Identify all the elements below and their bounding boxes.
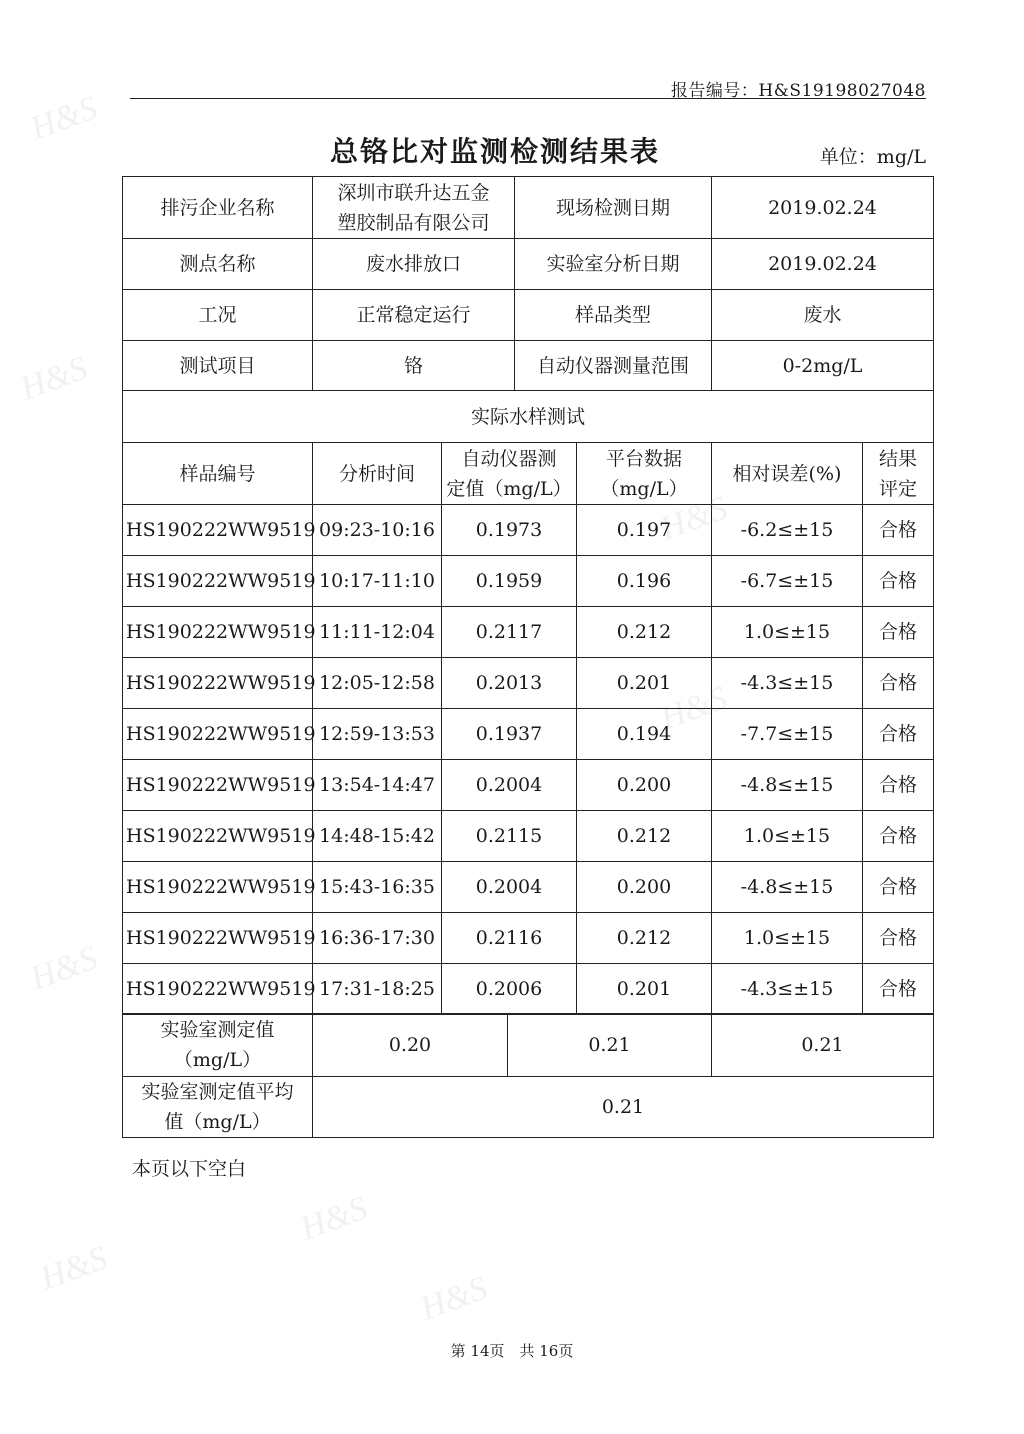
page-title: 总铬比对监测检测结果表 xyxy=(329,135,660,168)
test-item-value: 铬 xyxy=(313,341,515,391)
cell-auto-value: 0.2006 xyxy=(442,964,577,1015)
watermark: H&S xyxy=(25,939,103,998)
table-row xyxy=(123,505,934,556)
range-label: 自动仪器测量范围 xyxy=(515,341,712,391)
cell-rel-error: -4.3≤±15 xyxy=(712,658,863,709)
cell-rel-error: -6.7≤±15 xyxy=(712,556,863,607)
cell-auto-value: 0.2013 xyxy=(442,658,577,709)
sample-type-label: 样品类型 xyxy=(515,290,712,341)
lab-value-label-line2: （mg/L） xyxy=(173,1049,262,1071)
cell-sample-no: HS190222WW9519 xyxy=(123,556,313,607)
condition-label: 工况 xyxy=(123,290,313,341)
cell-result: 合格 xyxy=(863,658,934,709)
cell-sample-no: HS190222WW9519 xyxy=(123,862,313,913)
cell-time: 11:11-12:04 xyxy=(313,607,442,658)
unit-label: 单位：mg/L xyxy=(819,146,926,168)
enterprise-value-line2: 塑胶制品有限公司 xyxy=(337,211,490,234)
cell-result: 合格 xyxy=(863,505,934,556)
cell-auto-value: 0.2116 xyxy=(442,913,577,964)
sample-type-value: 废水 xyxy=(712,290,934,341)
range-value: 0-2mg/L xyxy=(712,341,934,391)
cell-sample-no: HS190222WW9519 xyxy=(123,607,313,658)
cell-time: 10:17-11:10 xyxy=(313,556,442,607)
cell-rel-error: 1.0≤±15 xyxy=(712,811,863,862)
field-date-label: 现场检测日期 xyxy=(515,177,712,239)
cell-time: 17:31-18:25 xyxy=(313,964,442,1015)
page-number: 第 14页 共 16页 xyxy=(450,1342,574,1360)
cell-result: 合格 xyxy=(863,607,934,658)
cell-rel-error: -4.3≤±15 xyxy=(712,964,863,1015)
lab-value-2: 0.21 xyxy=(508,1014,712,1077)
report-number: 报告编号：H&S19198027048 xyxy=(670,81,926,101)
lab-date-label: 实验室分析日期 xyxy=(515,239,712,290)
cell-result: 合格 xyxy=(863,913,934,964)
col-platform-line2: （mg/L） xyxy=(600,477,688,500)
cell-platform: 0.212 xyxy=(577,811,712,862)
lab-avg-label-line2: 值（mg/L） xyxy=(164,1111,271,1133)
header-rule xyxy=(130,98,926,99)
enterprise-label: 排污企业名称 xyxy=(123,177,313,239)
cell-result: 合格 xyxy=(863,964,934,1015)
lab-value-3: 0.21 xyxy=(712,1014,934,1077)
cell-time: 16:36-17:30 xyxy=(313,913,442,964)
cell-time: 12:05-12:58 xyxy=(313,658,442,709)
table-row xyxy=(123,913,934,964)
col-platform xyxy=(577,443,712,505)
watermark: H&S xyxy=(15,349,93,408)
col-auto-value-line2: 定值（mg/L） xyxy=(446,477,572,500)
cell-auto-value: 0.1937 xyxy=(442,709,577,760)
table-row xyxy=(123,556,934,607)
cell-time: 09:23-10:16 xyxy=(313,505,442,556)
cell-auto-value: 0.2004 xyxy=(442,760,577,811)
cell-platform: 0.197 xyxy=(577,505,712,556)
info-table xyxy=(122,176,934,443)
watermark: H&S xyxy=(295,1189,373,1248)
cell-sample-no: HS190222WW9519 xyxy=(123,760,313,811)
results-table xyxy=(122,442,934,1015)
table-row xyxy=(123,811,934,862)
cell-platform: 0.201 xyxy=(577,658,712,709)
col-auto-value xyxy=(442,443,577,505)
cell-auto-value: 0.1973 xyxy=(442,505,577,556)
cell-auto-value: 0.2115 xyxy=(442,811,577,862)
lab-date-value: 2019.02.24 xyxy=(712,239,934,290)
section-title: 实际水样测试 xyxy=(123,391,934,443)
cell-rel-error: -6.2≤±15 xyxy=(712,505,863,556)
cell-platform: 0.201 xyxy=(577,964,712,1015)
watermark: H&S xyxy=(655,489,733,548)
cell-platform: 0.196 xyxy=(577,556,712,607)
cell-sample-no: HS190222WW9519 xyxy=(123,913,313,964)
col-result-line1: 结果 xyxy=(878,447,917,470)
col-platform-line1: 平台数据 xyxy=(605,447,682,470)
table-header-row xyxy=(123,443,934,505)
cell-result: 合格 xyxy=(863,811,934,862)
watermark: H&S xyxy=(415,1269,493,1328)
table-row xyxy=(123,607,934,658)
cell-auto-value: 0.2004 xyxy=(442,862,577,913)
cell-platform: 0.200 xyxy=(577,862,712,913)
cell-rel-error: -4.8≤±15 xyxy=(712,760,863,811)
test-item-label: 测试项目 xyxy=(123,341,313,391)
blank-note: 本页以下空白 xyxy=(132,1158,247,1180)
cell-platform: 0.194 xyxy=(577,709,712,760)
cell-platform: 0.212 xyxy=(577,607,712,658)
cell-auto-value: 0.2117 xyxy=(442,607,577,658)
cell-sample-no: HS190222WW9519 xyxy=(123,505,313,556)
cell-sample-no: HS190222WW9519 xyxy=(123,709,313,760)
col-auto-value-line1: 自动仪器测 xyxy=(461,447,557,470)
cell-sample-no: HS190222WW9519 xyxy=(123,811,313,862)
condition-value: 正常稳定运行 xyxy=(313,290,515,341)
cell-result: 合格 xyxy=(863,760,934,811)
table-row xyxy=(123,658,934,709)
cell-result: 合格 xyxy=(863,709,934,760)
cell-time: 15:43-16:35 xyxy=(313,862,442,913)
cell-sample-no: HS190222WW9519 xyxy=(123,658,313,709)
table-row xyxy=(123,862,934,913)
table-row xyxy=(123,760,934,811)
table-row xyxy=(123,964,934,1015)
cell-time: 13:54-14:47 xyxy=(313,760,442,811)
enterprise-value-line1: 深圳市联升达五金 xyxy=(337,181,490,204)
cell-result: 合格 xyxy=(863,862,934,913)
cell-result: 合格 xyxy=(863,556,934,607)
lab-value-label xyxy=(123,1014,313,1077)
lab-value-label-line1: 实验室测定值 xyxy=(160,1019,275,1041)
point-label: 测点名称 xyxy=(123,239,313,290)
cell-sample-no: HS190222WW9519 xyxy=(123,964,313,1015)
col-time: 分析时间 xyxy=(313,443,442,505)
enterprise-value xyxy=(313,177,515,239)
lab-avg-label-line1: 实验室测定值平均 xyxy=(141,1081,294,1103)
table-row xyxy=(123,709,934,760)
col-result xyxy=(863,443,934,505)
cell-time: 12:59-13:53 xyxy=(313,709,442,760)
watermark: H&S xyxy=(655,679,733,738)
col-result-line2: 评定 xyxy=(878,477,917,500)
cell-platform: 0.212 xyxy=(577,913,712,964)
lab-avg-label xyxy=(123,1077,313,1138)
cell-rel-error: 1.0≤±15 xyxy=(712,913,863,964)
point-value: 废水排放口 xyxy=(313,239,515,290)
cell-rel-error: 1.0≤±15 xyxy=(712,607,863,658)
lab-avg-value: 0.21 xyxy=(313,1077,934,1138)
field-date-value: 2019.02.24 xyxy=(712,177,934,239)
watermark: H&S xyxy=(25,89,103,148)
watermark: H&S xyxy=(35,1239,113,1298)
lab-value-1: 0.20 xyxy=(313,1014,508,1077)
cell-rel-error: -4.8≤±15 xyxy=(712,862,863,913)
cell-rel-error: -7.7≤±15 xyxy=(712,709,863,760)
cell-auto-value: 0.1959 xyxy=(442,556,577,607)
col-sample-no: 样品编号 xyxy=(123,443,313,505)
summary-table xyxy=(122,1013,934,1138)
col-rel-error: 相对误差(%) xyxy=(712,443,863,505)
cell-platform: 0.200 xyxy=(577,760,712,811)
cell-time: 14:48-15:42 xyxy=(313,811,442,862)
